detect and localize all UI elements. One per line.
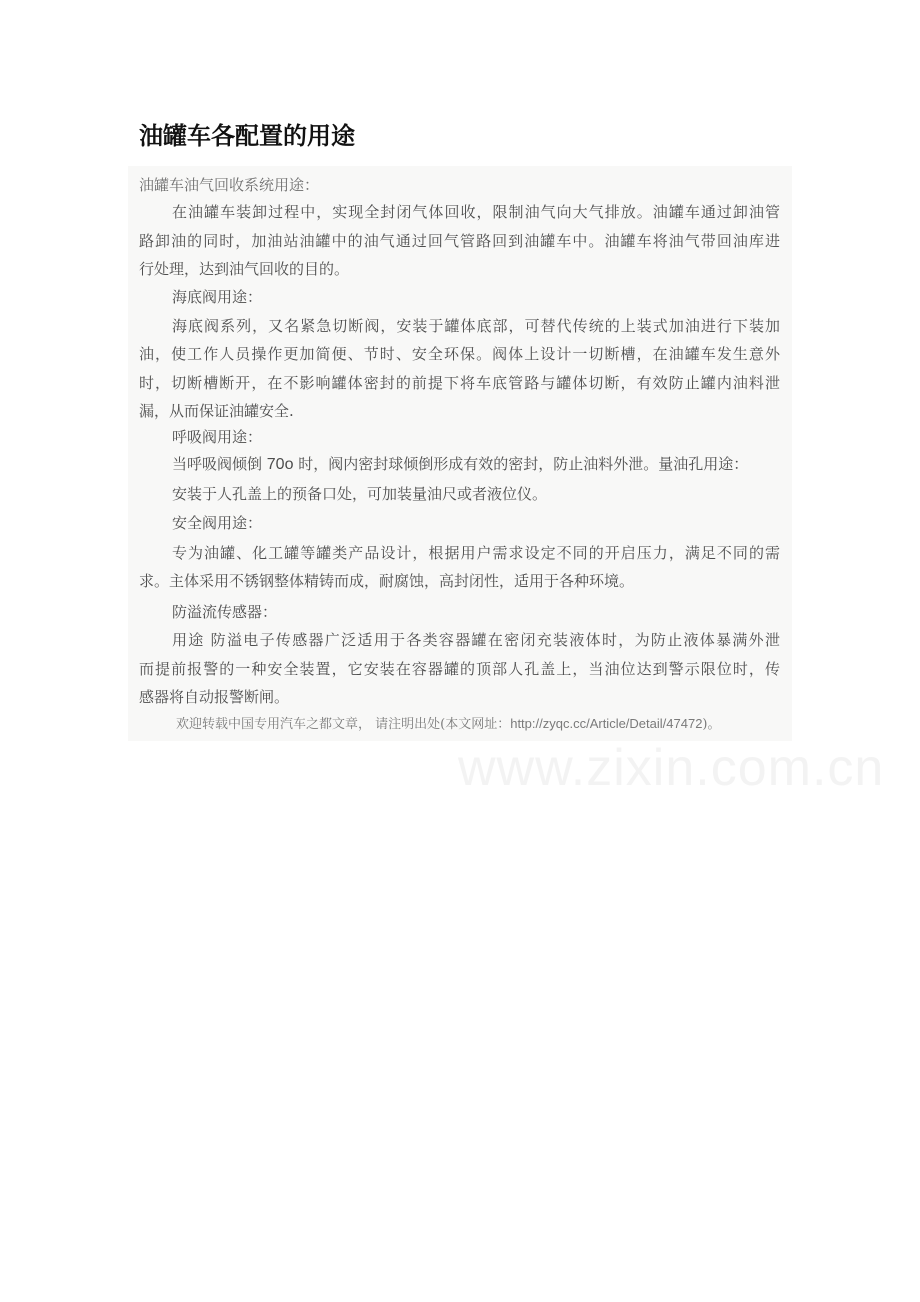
text-run: 时，阀内密封球倾倒形成有效的密封，防止油料外泄。量油孔用途： — [293, 455, 749, 473]
article-body — [128, 166, 885, 797]
section-heading-safety-valve: 安全阀用途： — [172, 514, 263, 532]
section-heading-overflow-sensor: 防溢流传感器： — [172, 603, 278, 621]
paragraph-line: 时，切断槽断开，在不影响罐体密封的前提下将车底管路与罐体切断，有效防止罐内油料泄 — [139, 374, 780, 392]
section-heading-vapor-recovery: 油罐车油气回收系统用途： — [139, 176, 320, 194]
paragraph-line: 专为油罐、化工罐等罐类产品设计，根据用户需求设定不同的开启压力，满足不同的需 — [172, 544, 780, 562]
source-url-link[interactable]: http://zyqc.cc/Article/Detail/47472 — [510, 716, 703, 731]
section-heading-bottom-valve: 海底阀用途： — [172, 288, 263, 306]
paragraph-line: 安装于人孔盖上的预备口处，可加装量油尺或者液位仪。 — [172, 485, 548, 503]
paragraph-line: 在油罐车装卸过程中，实现全封闭气体回收，限制油气向大气排放。油罐车通过卸油管 — [172, 203, 780, 221]
paragraph-line: 路卸油的同时，加油站油罐中的油气通过回气管路回到油罐车中。油罐车将油气带回油库进 — [139, 232, 780, 250]
paragraph-line: 而提前报警的一种安全装置，它安装在容器罐的顶部人孔盖上，当油位达到警示限位时，传 — [139, 660, 780, 678]
angle-value: 70o — [266, 456, 294, 473]
section-heading-breather-valve: 呼吸阀用途： — [172, 428, 263, 446]
watermark: www.zixin.com.cn — [458, 739, 885, 797]
document-title: 油罐车各配置的用途 — [139, 122, 355, 150]
paragraph-line: 求。主体采用不锈钢整体精铸而成，耐腐蚀，高封闭性，适用于各种环境。 — [139, 572, 635, 590]
paragraph-line: 海底阀系列，又名紧急切断阀，安装于罐体底部，可替代传统的上装式加油进行下装加 — [172, 317, 780, 335]
footer-prefix: 欢迎转载中国专用汽车之都文章， 请注明出处(本文网址： — [176, 717, 511, 732]
paragraph-line: 行处理，达到油气回收的目的。 — [139, 260, 350, 278]
paragraph-line — [172, 453, 780, 476]
source-footer — [176, 714, 721, 735]
paragraph-line: 漏，从而保证油罐安全. — [139, 402, 294, 420]
footer-suffix: )。 — [702, 717, 721, 732]
paragraph-line: 油，使工作人员操作更加简便、节时、安全环保。阀体上设计一切断槽，在油罐车发生意外 — [139, 345, 780, 363]
paragraph-line: 感器将自动报警断闸。 — [139, 688, 290, 706]
text-run: 当呼吸阀倾倒 — [172, 455, 267, 473]
paragraph-line: 用途 防溢电子传感器广泛适用于各类容器罐在密闭充装液体时，为防止液体暴满外泄 — [172, 631, 780, 649]
